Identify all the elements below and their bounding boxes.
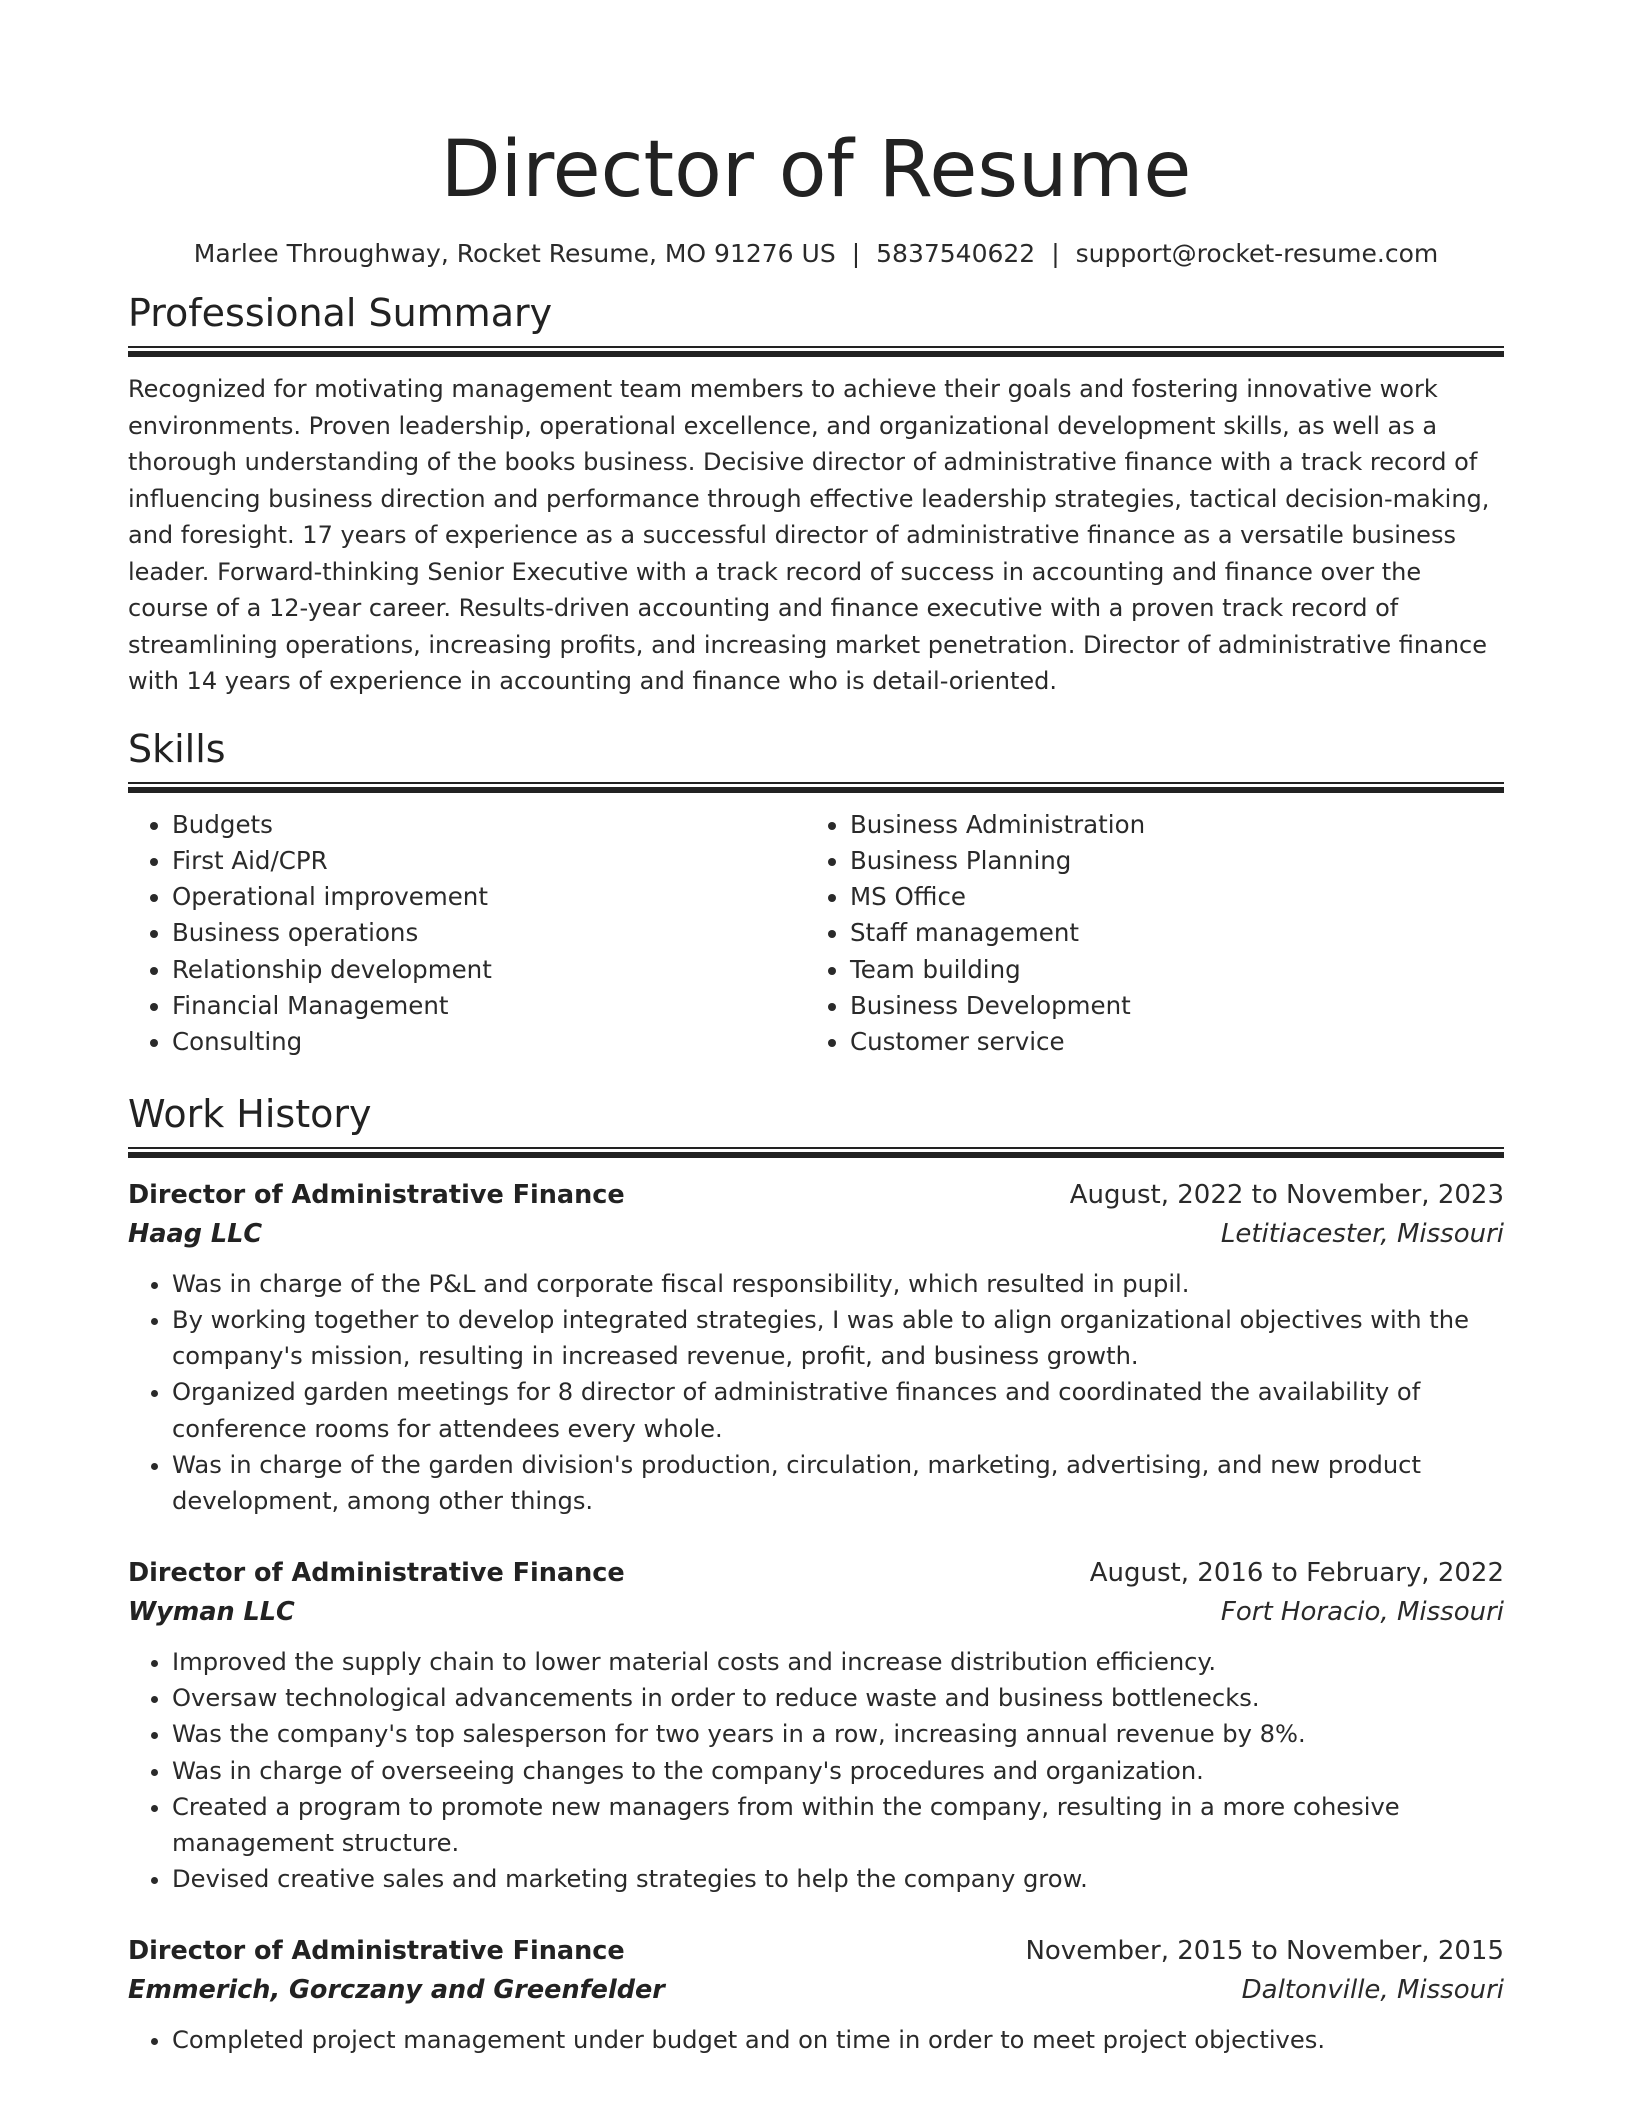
job-bullets: [128, 2022, 1504, 2058]
skill-item: • Consulting: [172, 1024, 806, 1060]
job-bullet: • Was in charge of the P&L and corporate fiscal responsibility, which resulted in pupil.: [172, 1266, 1504, 1302]
skill-item: • MS Office: [850, 879, 1484, 915]
section-title-summary: Professional Summary: [128, 291, 553, 335]
job-entry: [128, 1176, 1504, 1520]
skill-item: • Customer service: [850, 1024, 1484, 1060]
job-title: Director of Administrative Finance: [128, 1557, 625, 1588]
contact-separator: |: [1051, 239, 1060, 268]
resume-page: [128, 0, 1504, 2058]
job-bullet: • Improved the supply chain to lower material costs and increase distribution efficiency.: [172, 1644, 1504, 1680]
job-company: Emmerich, Gorczany and Greenfelder: [128, 1974, 665, 2005]
job-bullet: • Devised creative sales and marketing strategies to help the company grow.: [172, 1861, 1504, 1897]
contact-phone: 5837540622: [876, 239, 1036, 268]
contact-address: Marlee Throughway, Rocket Resume, MO 91276 US: [193, 239, 836, 268]
section-divider: [128, 1147, 1504, 1158]
job-bullet: • Was the company's top salesperson for two years in a row, increasing annual revenue by 8%.: [172, 1716, 1504, 1752]
skills-list-right: [806, 807, 1484, 1061]
job-entry: [128, 1932, 1504, 2058]
job-company: Haag LLC: [128, 1218, 263, 1249]
skill-item: • Staff management: [850, 915, 1484, 951]
skills-section: [128, 726, 1504, 1061]
job-bullets: [128, 1644, 1504, 1898]
job-dates: August, 2022 to November, 2023: [1069, 1179, 1504, 1210]
skill-item: • Business Administration: [850, 807, 1484, 843]
contact-line: [128, 238, 1504, 270]
job-location: Daltonville, Missouri: [1241, 1974, 1504, 2005]
job-bullet: • Completed project management under budget and on time in order to meet project objectives.: [172, 2022, 1504, 2058]
contact-email: support@rocket-resume.com: [1075, 239, 1439, 268]
skill-item: • Financial Management: [172, 988, 806, 1024]
resume-name: Director of Resume: [440, 125, 1192, 215]
summary-text: Recognized for motivating management team members to achieve their goals and fostering innovative work environments. Proven leadership, operational excellence, and organizational development skills, as well as a thorough understanding of the books business. Decisive director of administrative finance with a track record of influencing business direction and performance through effective leadership strategies, tactical decision-making, and foresight. 17 years of experience as a successful director of administrative finance as a versatile business leader. Forward-thinking Senior Executive with a track record of success in accounting and finance over the course of a 12-year career. Results-driven accounting and finance executive with a proven track record of streamlining operations, increasing profits, and increasing market penetration. Director of administrative finance with 14 years of experience in accounting and finance who is detail-oriented.: [128, 375, 1490, 695]
job-bullet: • Was in charge of the garden division's production, circulation, marketing, advertising, and new product development, among other things.: [172, 1447, 1504, 1520]
section-divider: [128, 346, 1504, 357]
section-title-skills: Skills: [128, 726, 226, 771]
skill-item: • Business Development: [850, 988, 1484, 1024]
skill-item: • Business Planning: [850, 843, 1484, 879]
contact-separator: |: [851, 239, 861, 268]
job-location: Letitiacester, Missouri: [1220, 1218, 1504, 1249]
skill-item: • Budgets: [172, 807, 806, 843]
job-bullet: • By working together to develop integrated strategies, I was able to align organizational objectives with the company's mission, resulting in increased revenue, profit, and business growth.: [172, 1302, 1504, 1375]
job-company: Wyman LLC: [128, 1596, 295, 1627]
job-title: Director of Administrative Finance: [128, 1179, 625, 1210]
job-entry: [128, 1554, 1504, 1898]
skills-list-left: [128, 807, 806, 1061]
job-bullet: • Organized garden meetings for 8 director of administrative finances and coordinated the availability of conference rooms for attendees every whole.: [172, 1374, 1504, 1447]
work-history-section: [128, 1091, 1504, 2058]
summary-section: [128, 290, 1504, 700]
job-bullet: • Created a program to promote new managers from within the company, resulting in a more cohesive management structure.: [172, 1789, 1504, 1862]
skill-item: • Team building: [850, 952, 1484, 988]
section-title-work-history: Work History: [128, 1091, 372, 1136]
job-dates: November, 2015 to November, 2015: [1025, 1935, 1504, 1966]
section-divider: [128, 782, 1504, 793]
job-location: Fort Horacio, Missouri: [1220, 1596, 1504, 1627]
skill-item: • First Aid/CPR: [172, 843, 806, 879]
job-bullet: • Oversaw technological advancements in order to reduce waste and business bottlenecks.: [172, 1680, 1504, 1716]
skills-columns: [128, 807, 1504, 1061]
skill-item: • Business operations: [172, 915, 806, 951]
job-bullets: [128, 1266, 1504, 1520]
skill-item: • Relationship development: [172, 952, 806, 988]
job-dates: August, 2016 to February, 2022: [1089, 1557, 1504, 1588]
job-title: Director of Administrative Finance: [128, 1935, 625, 1966]
skill-item: • Operational improvement: [172, 879, 806, 915]
job-bullet: • Was in charge of overseeing changes to the company's procedures and organization.: [172, 1753, 1504, 1789]
